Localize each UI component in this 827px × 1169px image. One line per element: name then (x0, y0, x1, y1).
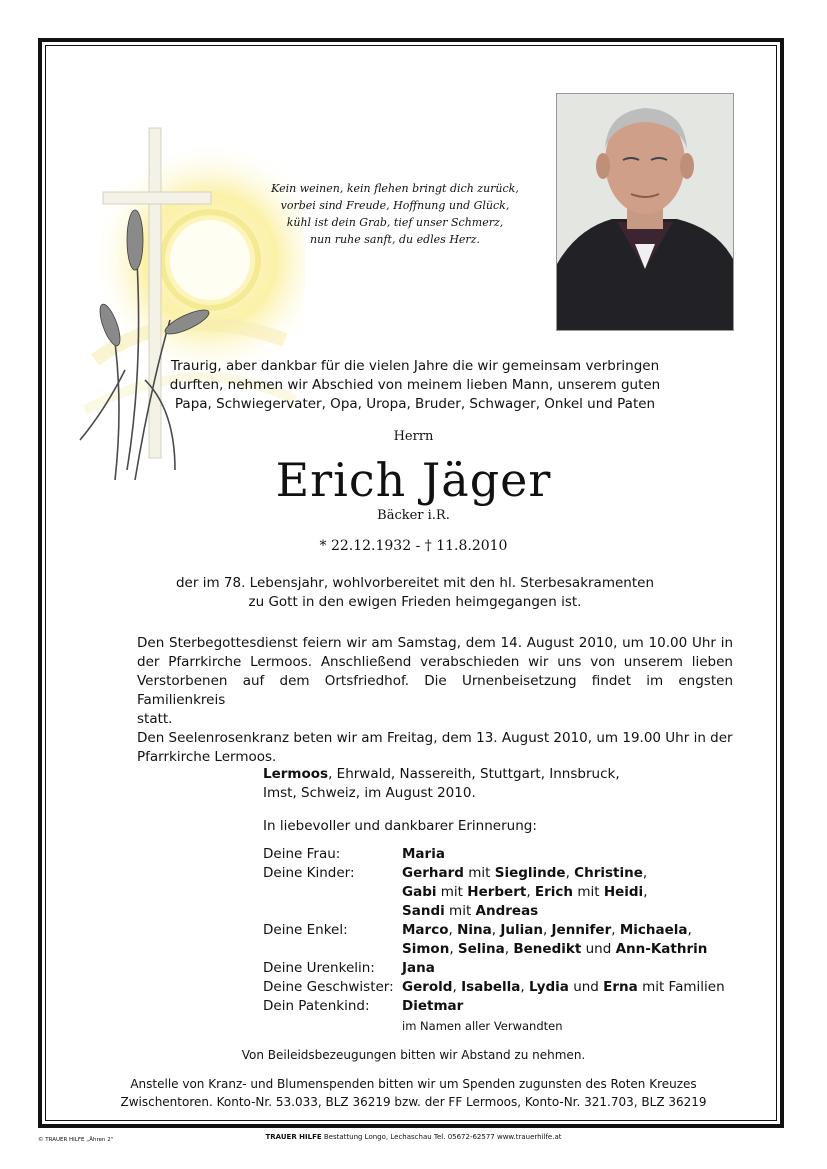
family-row-grandchildren: Deine Enkel: Marco, Nina, Julian, Jennifer, Michaela, (263, 922, 692, 938)
occupation: Bäcker i.R. (377, 508, 450, 523)
service-line: Verstorbenen auf dem Ortsfriedhof. Die Urnenbeisetzung findet im engsten Familienkreis (137, 673, 733, 708)
poem-line: kühl ist dein Grab, tief unser Schmerz, (286, 216, 504, 229)
family-label: Dein Patenkind: (263, 998, 370, 1014)
relatives-note: im Namen aller Verwandten (402, 1019, 563, 1033)
portrait-figure (557, 94, 733, 330)
publisher-brand: TRAUER HILFE (265, 1133, 322, 1141)
deceased-name: Erich Jäger (275, 453, 552, 507)
family-row-siblings: Deine Geschwister: Gerold, Isabella, Lydia und Erna mit Familien (263, 979, 725, 995)
family-list (263, 845, 725, 1016)
portrait-photo (556, 93, 734, 331)
donation-line: Anstelle von Kranz- und Blumenspenden bitten wir um Spenden zugunsten des Roten Kreuzes (130, 1077, 697, 1091)
service-line: statt. (137, 711, 173, 727)
family-name: Maria (402, 846, 445, 862)
intro-line: durften, nehmen wir Abschied von meinem lieben Mann, unserem guten (169, 377, 661, 393)
poem-line: nun ruhe sanft, du edles Herz. (310, 233, 480, 246)
family-label: Deine Frau: (263, 846, 341, 862)
service-line: Pfarrkirche Lermoos. (137, 749, 277, 765)
service-line: der Pfarrkirche Lermoos. Anschließend verabschieden wir uns von unserem lieben (137, 654, 733, 670)
family-row-great-grandchild (263, 959, 725, 978)
condolence-note: Von Beileidsbezeugungen bitten wir Abstand zu nehmen. (241, 1048, 586, 1062)
places-date (263, 765, 683, 803)
family-label: Deine Kinder: (263, 865, 355, 881)
intro-line: Papa, Schwiegervater, Opa, Uropa, Bruder, Schwager, Onkel und Paten (174, 396, 656, 412)
place-main: Lermoos (263, 766, 329, 782)
intro-text (150, 357, 680, 414)
poem-line: vorbei sind Freude, Hoffnung und Glück, (280, 199, 510, 212)
poem-line: Kein weinen, kein flehen bringt dich zurück, (271, 182, 519, 195)
passing-text (150, 574, 680, 612)
life-dates: * 22.12.1932 - † 11.8.2010 (319, 538, 508, 554)
place-list: , Ehrwald, Nassereith, Stuttgart, Innsbruck, (328, 766, 620, 782)
place-date-line: Imst, Schweiz, im August 2010. (263, 785, 476, 801)
service-line: Den Seelenrosenkranz beten wir am Freitag, dem 13. August 2010, um 19.00 Uhr in der (137, 730, 733, 746)
family-name: Jana (402, 960, 435, 976)
donation-note (110, 1075, 717, 1111)
family-row-godchild (263, 997, 725, 1016)
family-label: Deine Urenkelin: (263, 960, 375, 976)
family-name: Dietmar (402, 998, 464, 1014)
passing-line: zu Gott in den ewigen Frieden heimgegangen ist. (248, 594, 582, 610)
intro-line: Traurig, aber dankbar für die vielen Jahre die wir gemeinsam verbringen (170, 358, 660, 374)
family-row-wife (263, 845, 725, 864)
family-label: Deine Enkel: (263, 922, 348, 938)
copyright-note: © TRAUER HILFE „Ähren 2" (38, 1137, 114, 1143)
donation-line: Zwischentoren. Konto-Nr. 53.033, BLZ 36219 bzw. der FF Lermoos, Konto-Nr. 321.703, BLZ 36219 (120, 1095, 707, 1109)
poem (250, 180, 540, 248)
family-row-grandchildren-2: Simon, Selina, Benedikt und Ann-Kathrin (402, 941, 708, 957)
memory-heading: In liebevoller und dankbarer Erinnerung: (263, 818, 537, 834)
family-row-children-3: Sandi mit Andreas (402, 903, 539, 919)
passing-line: der im 78. Lebensjahr, wohlvorbereitet mit den hl. Sterbesakramenten (175, 575, 655, 591)
salutation: Herrn (393, 429, 434, 444)
service-text (137, 634, 733, 767)
family-label: Deine Geschwister: (263, 979, 394, 995)
family-row-children-2: Gabi mit Herbert, Erich mit Heidi, (402, 884, 648, 900)
publisher-footer (0, 1133, 827, 1141)
family-row-children: Deine Kinder: Gerhard mit Sieglinde, Christine, (263, 865, 648, 881)
service-line: Den Sterbegottesdienst feiern wir am Samstag, dem 14. August 2010, um 10.00 Uhr in (137, 635, 733, 651)
publisher-contact: Bestattung Longo, Lechaschau Tel. 05672-62577 www.trauerhilfe.at (321, 1133, 562, 1141)
